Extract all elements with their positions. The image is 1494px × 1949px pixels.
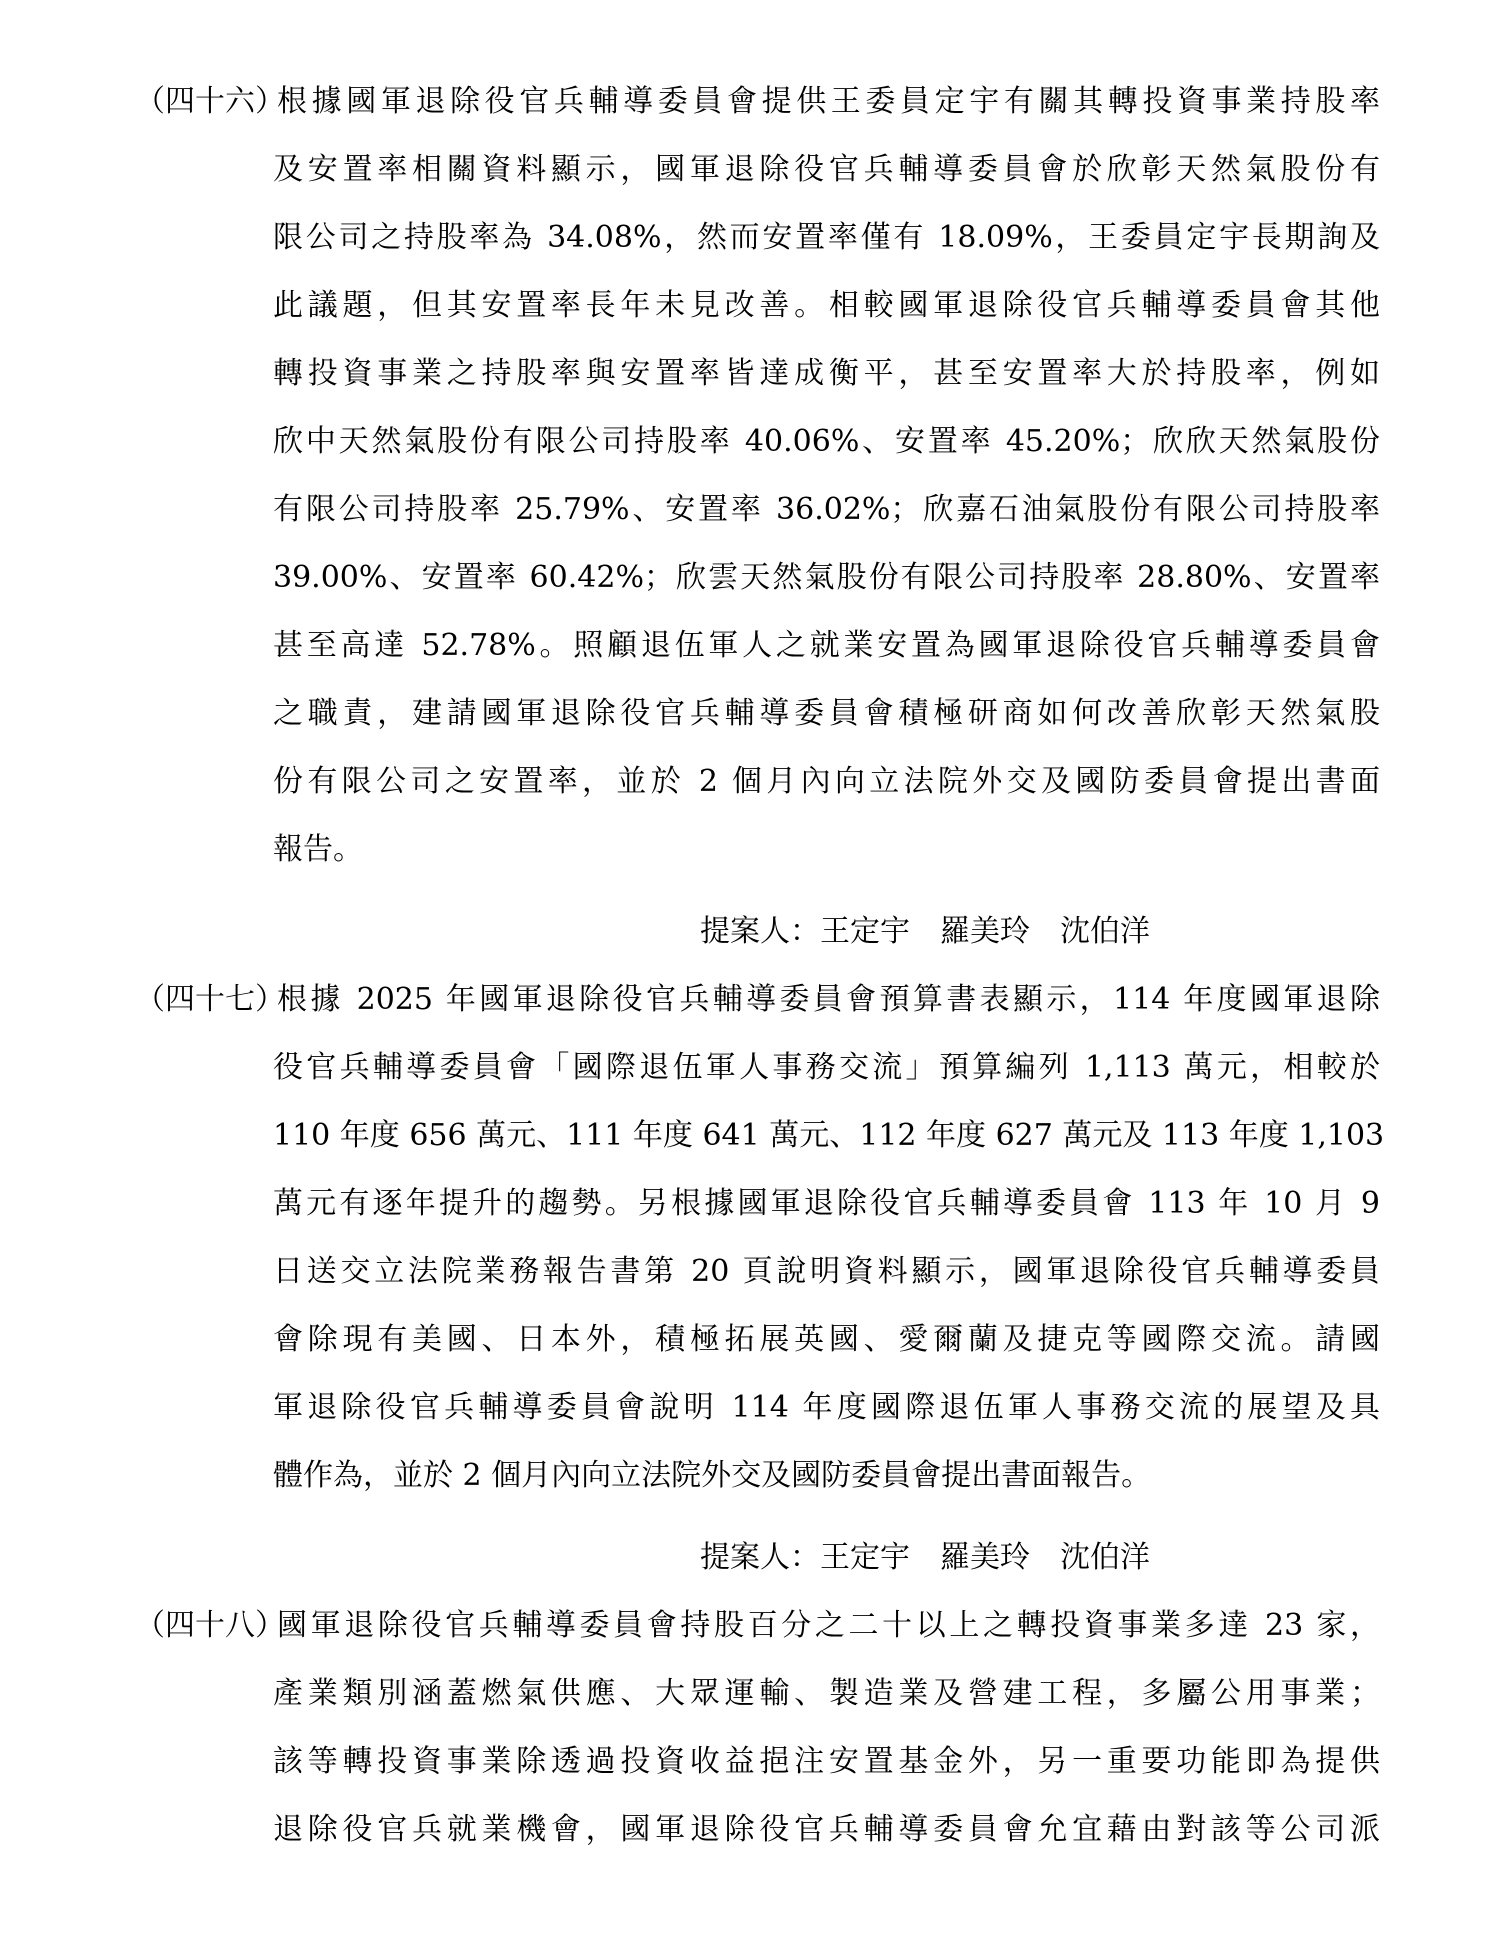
- paragraph-line: 限公司之持股率為 34.08%，然而安置率僅有 18.09%，王委員定宇長期詢及: [273, 220, 1380, 255]
- paragraph-line: 之職責，建請國軍退除役官兵輔導委員會積極研商如何改善欣彰天然氣股: [273, 696, 1380, 731]
- proposer-signature: 提案人：王定宇 羅美玲 沈伯洋: [700, 914, 1150, 949]
- paragraph-line: 日送交立法院業務報告書第 20 頁說明資料顯示，國軍退除役官兵輔導委員: [273, 1254, 1380, 1289]
- item-body: [273, 1592, 1380, 1864]
- paragraph-line: 國軍退除役官兵輔導委員會持股百分之二十以上之轉投資事業多達 23 家，: [277, 1608, 1380, 1643]
- item-number: （四十六）: [135, 84, 285, 119]
- item-number: （四十七）: [135, 982, 285, 1017]
- paragraph-line: 軍退除役官兵輔導委員會說明 114 年度國際退伍軍人事務交流的展望及具: [273, 1390, 1380, 1425]
- proposer-signature: 提案人：王定宇 羅美玲 沈伯洋: [700, 1540, 1150, 1575]
- paragraph-line: 該等轉投資事業除透過投資收益挹注安置基金外，另一重要功能即為提供: [273, 1744, 1380, 1779]
- paragraph-line: 轉投資事業之持股率與安置率皆達成衡平，甚至安置率大於持股率，例如: [273, 356, 1380, 391]
- paragraph-line: 及安置率相關資料顯示，國軍退除役官兵輔導委員會於欣彰天然氣股份有: [273, 152, 1380, 187]
- item-body: [273, 68, 1380, 884]
- paragraph-line: 退除役官兵就業機會，國軍退除役官兵輔導委員會允宜藉由對該等公司派: [273, 1812, 1380, 1847]
- paragraph-line: 39.00%、安置率 60.42%；欣雲天然氣股份有限公司持股率 28.80%、安置率: [273, 560, 1380, 595]
- paragraph-line: 產業類別涵蓋燃氣供應、大眾運輸、製造業及營建工程，多屬公用事業；: [273, 1676, 1380, 1711]
- paragraph-line: 報告。: [273, 832, 363, 867]
- paragraph-line: 有限公司持股率 25.79%、安置率 36.02%；欣嘉石油氣股份有限公司持股率: [273, 492, 1380, 527]
- paragraph-line: 此議題，但其安置率長年未見改善。相較國軍退除役官兵輔導委員會其他: [273, 288, 1380, 323]
- item-body: [273, 966, 1385, 1510]
- paragraph-line: 會除現有美國、日本外，積極拓展英國、愛爾蘭及捷克等國際交流。請國: [273, 1322, 1380, 1357]
- paragraph-line: 110 年度 656 萬元、111 年度 641 萬元、112 年度 627 萬元及 113 年度 1,103: [273, 1118, 1385, 1153]
- paragraph-line: 根據 2025 年國軍退除役官兵輔導委員會預算書表顯示，114 年度國軍退除: [277, 982, 1380, 1017]
- paragraph-line: 根據國軍退除役官兵輔導委員會提供王委員定宇有關其轉投資事業持股率: [277, 84, 1380, 119]
- paragraph-line: 役官兵輔導委員會「國際退伍軍人事務交流」預算編列 1,113 萬元，相較於: [273, 1050, 1380, 1085]
- paragraph-line: 體作為，並於 2 個月內向立法院外交及國防委員會提出書面報告。: [273, 1458, 1152, 1493]
- item-number: （四十八）: [135, 1608, 285, 1643]
- paragraph-line: 份有限公司之安置率，並於 2 個月內向立法院外交及國防委員會提出書面: [273, 764, 1380, 799]
- paragraph-line: 萬元有逐年提升的趨勢。另根據國軍退除役官兵輔導委員會 113 年 10 月 9: [273, 1186, 1380, 1221]
- paragraph-line: 欣中天然氣股份有限公司持股率 40.06%、安置率 45.20%；欣欣天然氣股份: [273, 424, 1380, 459]
- paragraph-line: 甚至高達 52.78%。照顧退伍軍人之就業安置為國軍退除役官兵輔導委員會: [273, 628, 1380, 663]
